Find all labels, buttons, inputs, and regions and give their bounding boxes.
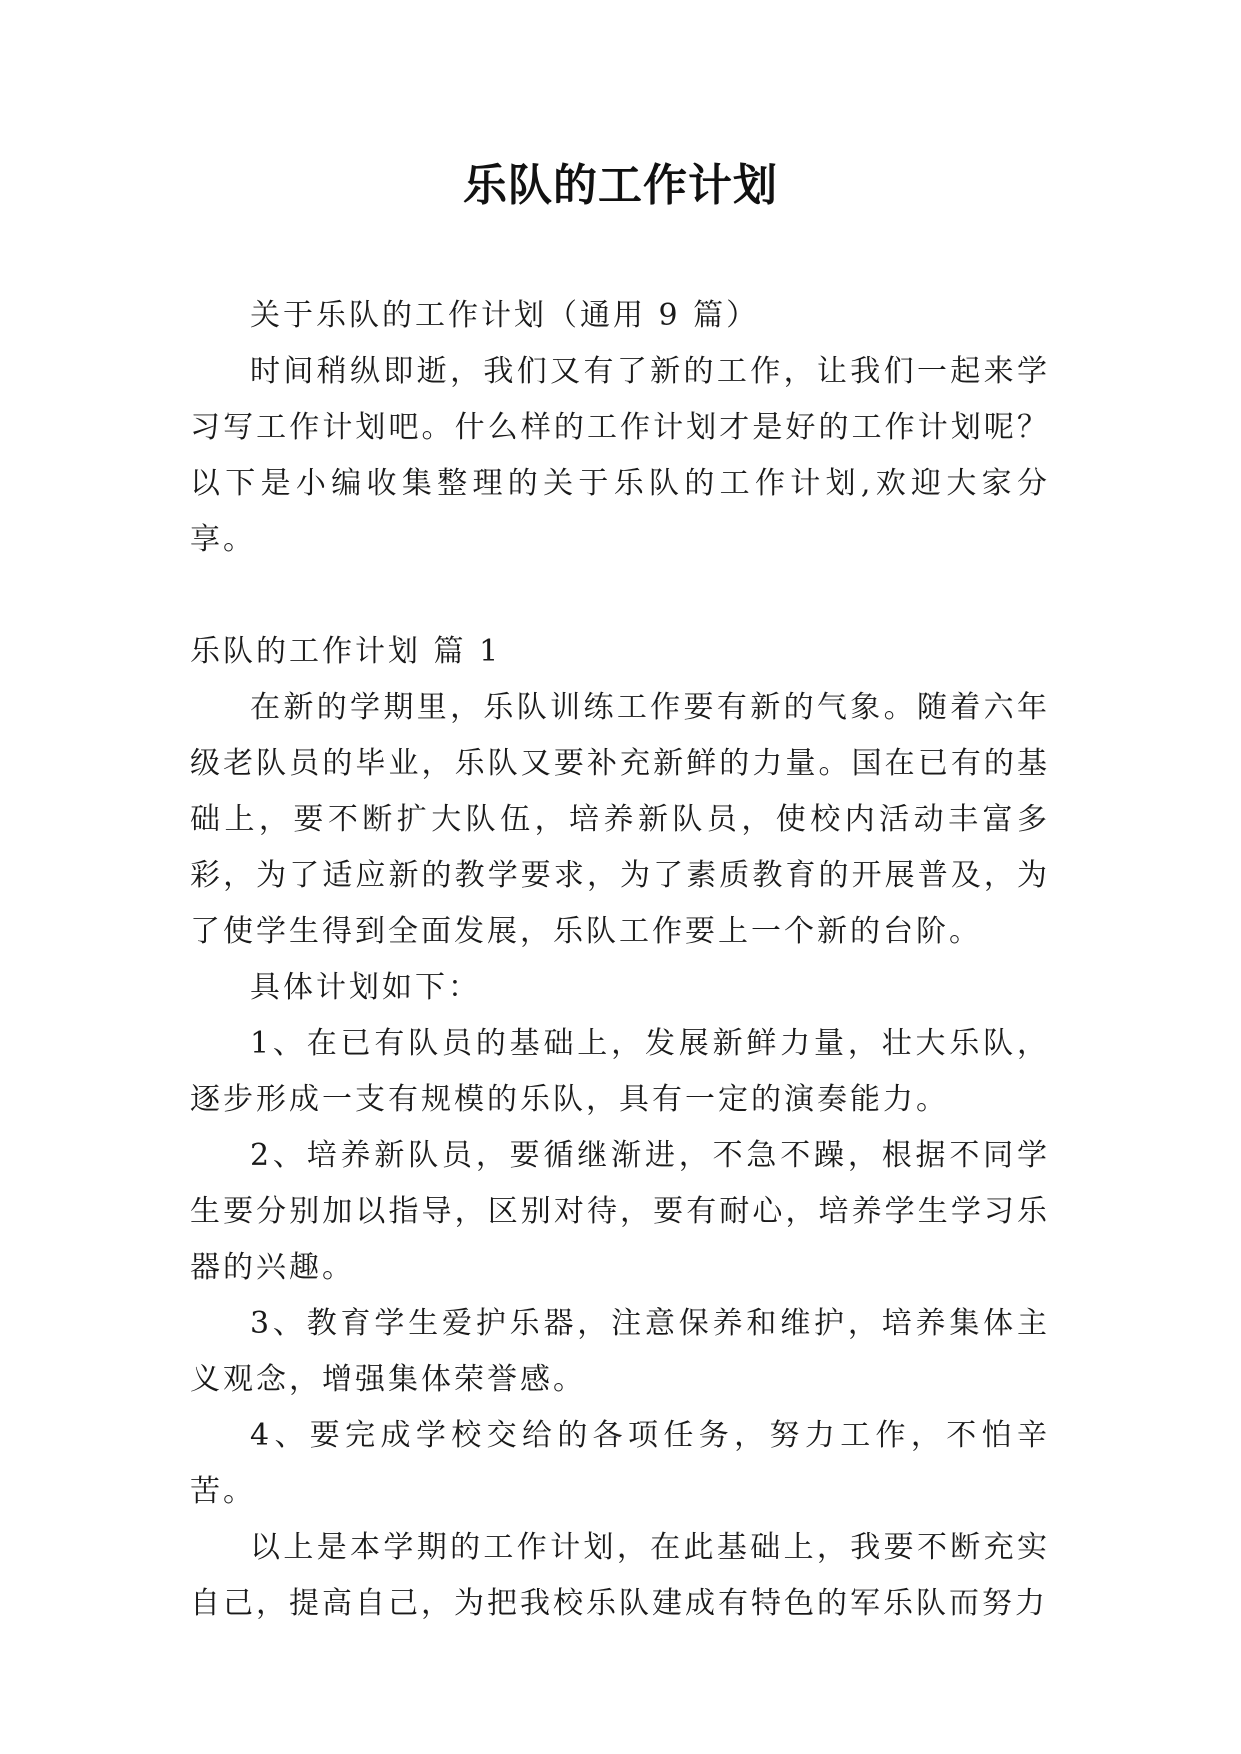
section-gap: [190, 568, 1050, 624]
list-item: 4、要完成学校交给的各项任务，努力工作，不怕辛苦。: [190, 1418, 1050, 1509]
document-body: [190, 288, 1050, 1632]
list-item: 1、在已有队员的基础上，发展新鲜力量，壮大乐队，逐步形成一支有规模的乐队，具有一定的演奏能力。: [190, 1026, 1050, 1117]
section-heading: 乐队的工作计划 篇 1: [190, 634, 502, 669]
list-item: 3、教育学生爱护乐器，注意保养和维护，培养集体主义观念，增强集体荣誉感。: [190, 1306, 1050, 1397]
document-subtitle: 关于乐队的工作计划（通用 9 篇）: [250, 298, 760, 333]
body-paragraph: 具体计划如下：: [250, 970, 481, 1005]
intro-paragraph: 时间稍纵即逝，我们又有了新的工作，让我们一起来学习写工作计划吧。什么样的工作计划才是好的工作计划呢？以下是小编收集整理的关于乐队的工作计划,欢迎大家分享。: [190, 354, 1050, 557]
document-title: 乐队的工作计划: [463, 160, 778, 211]
body-paragraph: 在新的学期里，乐队训练工作要有新的气象。随着六年级老队员的毕业，乐队又要补充新鲜的力量。国在已有的基础上，要不断扩大队伍，培养新队员，使校内活动丰富多彩，为了适应新的教学要求，为了素质教育的开展普及，为了使学生得到全面发展，乐队工作要上一个新的台阶。: [190, 690, 1050, 949]
body-paragraph: 以上是本学期的工作计划，在此基础上，我要不断充实自己，提高自己，为把我校乐队建成有特色的军乐队而努力: [190, 1530, 1050, 1621]
list-item: 2、培养新队员，要循继渐进，不急不躁，根据不同学生要分别加以指导，区别对待，要有耐心，培养学生学习乐器的兴趣。: [190, 1138, 1050, 1285]
